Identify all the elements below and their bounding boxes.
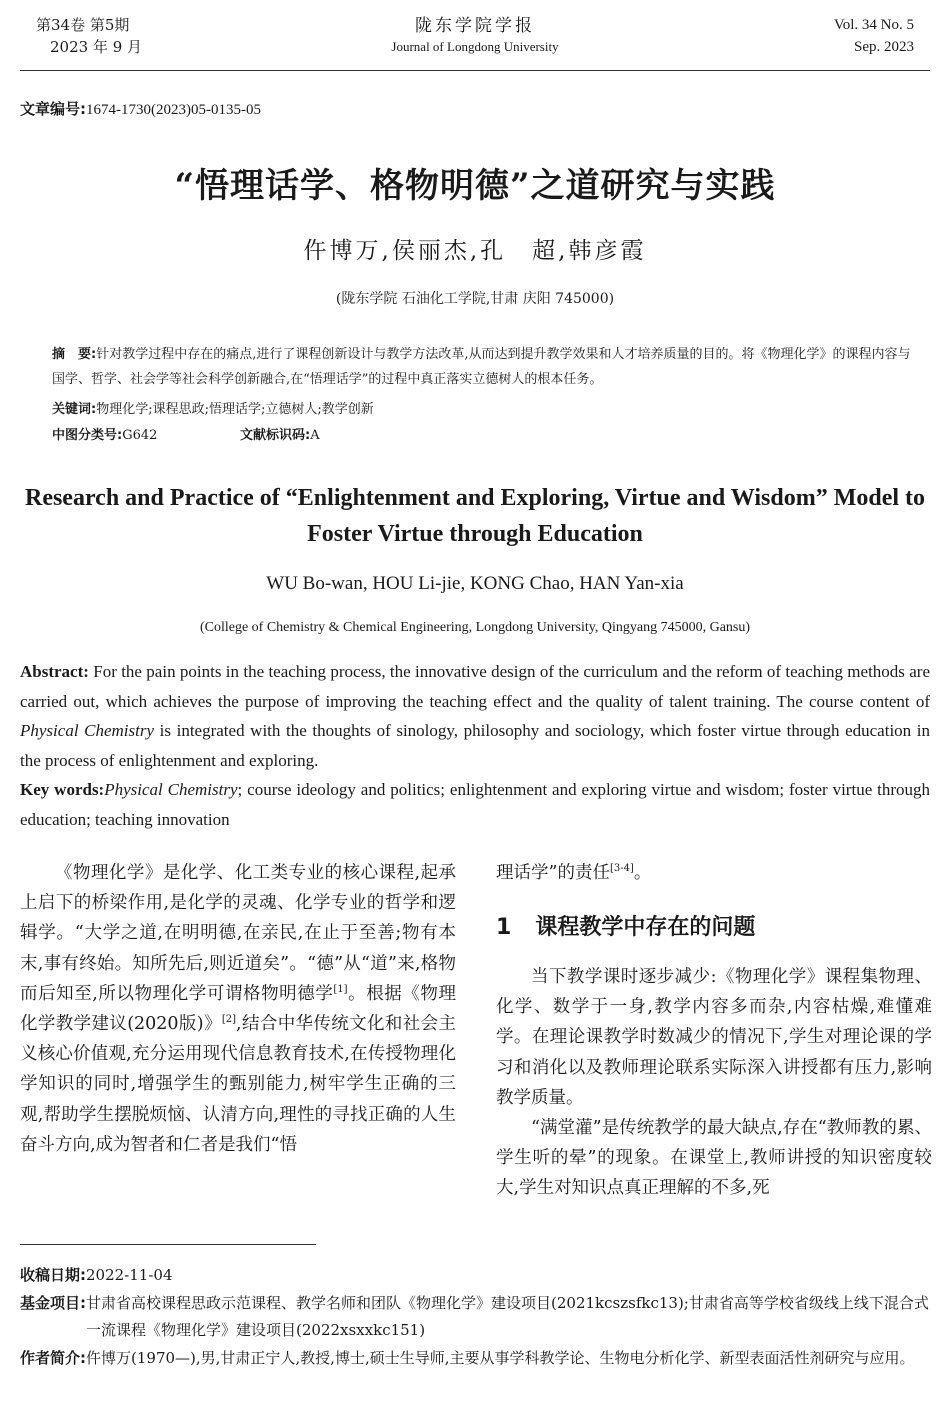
body-left-column <box>20 858 456 1160</box>
keywords-en-label: Key words: <box>20 780 105 799</box>
keywords-cn <box>52 398 374 417</box>
header-volume-info-en <box>834 14 914 58</box>
section-heading-1 <box>496 910 755 941</box>
body-left-para-3: ,结合中华传统文化和社会主义核心价值观,充分运用现代信息教育技术,在传授物理化学知识的同时,增强学生的甄别能力,树牢学生正确的三观,帮助学生摆脱烦恼、认清方向,理性的寻找正确的人生奋斗方向,成为智者和仁者是我们“悟 <box>20 1014 456 1155</box>
journal-name-en: Journal of Longdong University <box>391 39 559 54</box>
footnote-fund <box>20 1290 932 1344</box>
abstract-en-label: Abstract: <box>20 662 89 681</box>
affiliation-cn: (陇东学院 石油化工学院,甘肃 庆阳 745000) <box>335 291 615 307</box>
body-right-continuation <box>496 858 932 888</box>
body-left-para-1: 《物理化学》是化学、化工类专业的核心课程,起承上启下的桥梁作用,是化学的灵魂、化学专业的哲学和逻辑学。“大学之道,在明明德,在亲民,在止于至善;物有本末,事有终始。知所先后,则近道矣”。“德”从“道”来,格物而后知至,所以物理化学可谓格物明德学 <box>20 863 456 1004</box>
fund-label: 基金项目: <box>20 1294 86 1312</box>
citation-ref-2: [2] <box>221 1014 237 1026</box>
section-title: 课程教学中存在的问题 <box>535 915 756 940</box>
keywords-cn-text: 物理化学;课程思政;悟理话学;立德树人;教学创新 <box>96 402 374 417</box>
document-code <box>240 424 320 443</box>
received-value: 2022-11-04 <box>86 1266 173 1284</box>
title-en: Research and Practice of “Enlightenment and Exploring, Virtue and Wisdom” Model to Foster Virtue through Education <box>24 485 926 547</box>
footnote-received <box>20 1262 932 1289</box>
journal-name <box>0 14 950 56</box>
authors-en: WU Bo-wan, HOU Li-jie, KONG Chao, HAN Yan-xia <box>266 573 684 594</box>
affiliation-en: (College of Chemistry & Chemical Engineering, Longdong University, Qingyang 745000, Gansu) <box>199 620 751 635</box>
body-right-para-1: 当下教学课时逐步减少:《物理化学》课程集物理、化学、数学于一身,教学内容多而杂,内容枯燥,难懂难学。在理论课教学时数减少的情况下,学生对理论课的学习和消化以及教师理论联系实际深入讲授都有压力,影响教学质量。 <box>496 967 932 1108</box>
header-vol-no: Vol. 34 No. 5 <box>833 17 914 33</box>
citation-ref-3: [3-4] <box>609 863 634 874</box>
abstract-cn-label: 摘 要: <box>52 347 97 362</box>
footnote-divider <box>20 1244 316 1245</box>
doc-code-value: A <box>310 428 320 443</box>
body-right-column <box>496 962 932 1204</box>
journal-name-cn: 陇东学院学报 <box>415 16 535 36</box>
article-number-value: 1674-1730(2023)05-0135-05 <box>86 102 261 118</box>
keywords-en-text: ; course ideology and politics; enlightenment and exploring virtue and wisdom; foster virtue through education; teaching innovation <box>20 780 931 829</box>
clc-number <box>52 424 157 443</box>
abstract-en-text-1: For the pain points in the teaching process, the innovative design of the curriculum and the reform of teaching methods are carried out, which achieves the purpose of improving the teaching effect and the quality of talent training. The course content of <box>20 662 930 711</box>
authors-cn: 仵博万,侯丽杰,孔 超,韩彦霞 <box>303 238 647 264</box>
citation-ref-1: [1] <box>333 983 348 995</box>
received-label: 收稿日期: <box>20 1266 86 1284</box>
abstract-cn-text: 针对教学过程中存在的痛点,进行了课程创新设计与教学方法改革,从而达到提升教学效果和人才培养质量的目的。将《物理化学》的课程内容与国学、哲学、社会学等社会科学创新融合,在“悟理话学”的过程中真正落实立德树人的根本任务。 <box>52 347 911 387</box>
body-left-para-2: 。根据《物理化学教学建议(2020版)》 <box>20 983 457 1035</box>
header-divider <box>20 70 930 71</box>
keywords-en <box>20 775 930 834</box>
clc-value: G642 <box>122 428 158 443</box>
author-bio-value: 仵博万(1970—),男,甘肃正宁人,教授,博士,硕士生导师,主要从事学科教学论、生物电分析化学、新型表面活性剂研究与应用。 <box>86 1349 915 1367</box>
abstract-en <box>20 657 930 775</box>
header-volume-issue: 第34卷 第5期 <box>36 16 130 34</box>
section-number: 1 <box>496 915 512 940</box>
keywords-cn-label: 关键词: <box>52 402 97 417</box>
body-right-para-2: “满堂灌”是传统教学的最大缺点,存在“教师教的累、学生听的晕”的现象。在课堂上,教师讲授的知识密度较大,学生对知识点真正理解的不多,死 <box>496 1118 932 1199</box>
abstract-en-text-2: is integrated with the thoughts of sinology, philosophy and sociology, which foster virtue through education in the process of enlightenment and exploring. <box>20 721 931 770</box>
header-date-en: Sep. 2023 <box>854 39 914 55</box>
body-right-cont-end: 。 <box>633 863 652 883</box>
keywords-en-italic: Physical Chemistry <box>104 780 238 799</box>
footnote-author <box>20 1345 932 1372</box>
doc-code-label: 文献标识码: <box>240 428 311 443</box>
title-cn: “悟理话学、格物明德”之道研究与实践 <box>174 166 776 206</box>
fund-value: 甘肃省高校课程思政示范课程、教学名师和团队《物理化学》建设项目(2021kcszsfkc13);甘肃省高等学校省级线上线下混合式一流课程《物理化学》建设项目(2022xsxxkc151) <box>86 1294 929 1339</box>
body-right-cont-text: 理话学”的责任 <box>496 863 610 883</box>
clc-label: 中图分类号: <box>52 428 123 443</box>
header-date-cn: 2023 年 9 月 <box>50 38 143 56</box>
author-bio-label: 作者简介: <box>20 1349 86 1367</box>
article-number-label: 文章编号: <box>20 100 86 118</box>
abstract-cn <box>52 342 922 392</box>
abstract-en-italic: Physical Chemistry <box>20 721 155 740</box>
article-number <box>20 98 261 119</box>
